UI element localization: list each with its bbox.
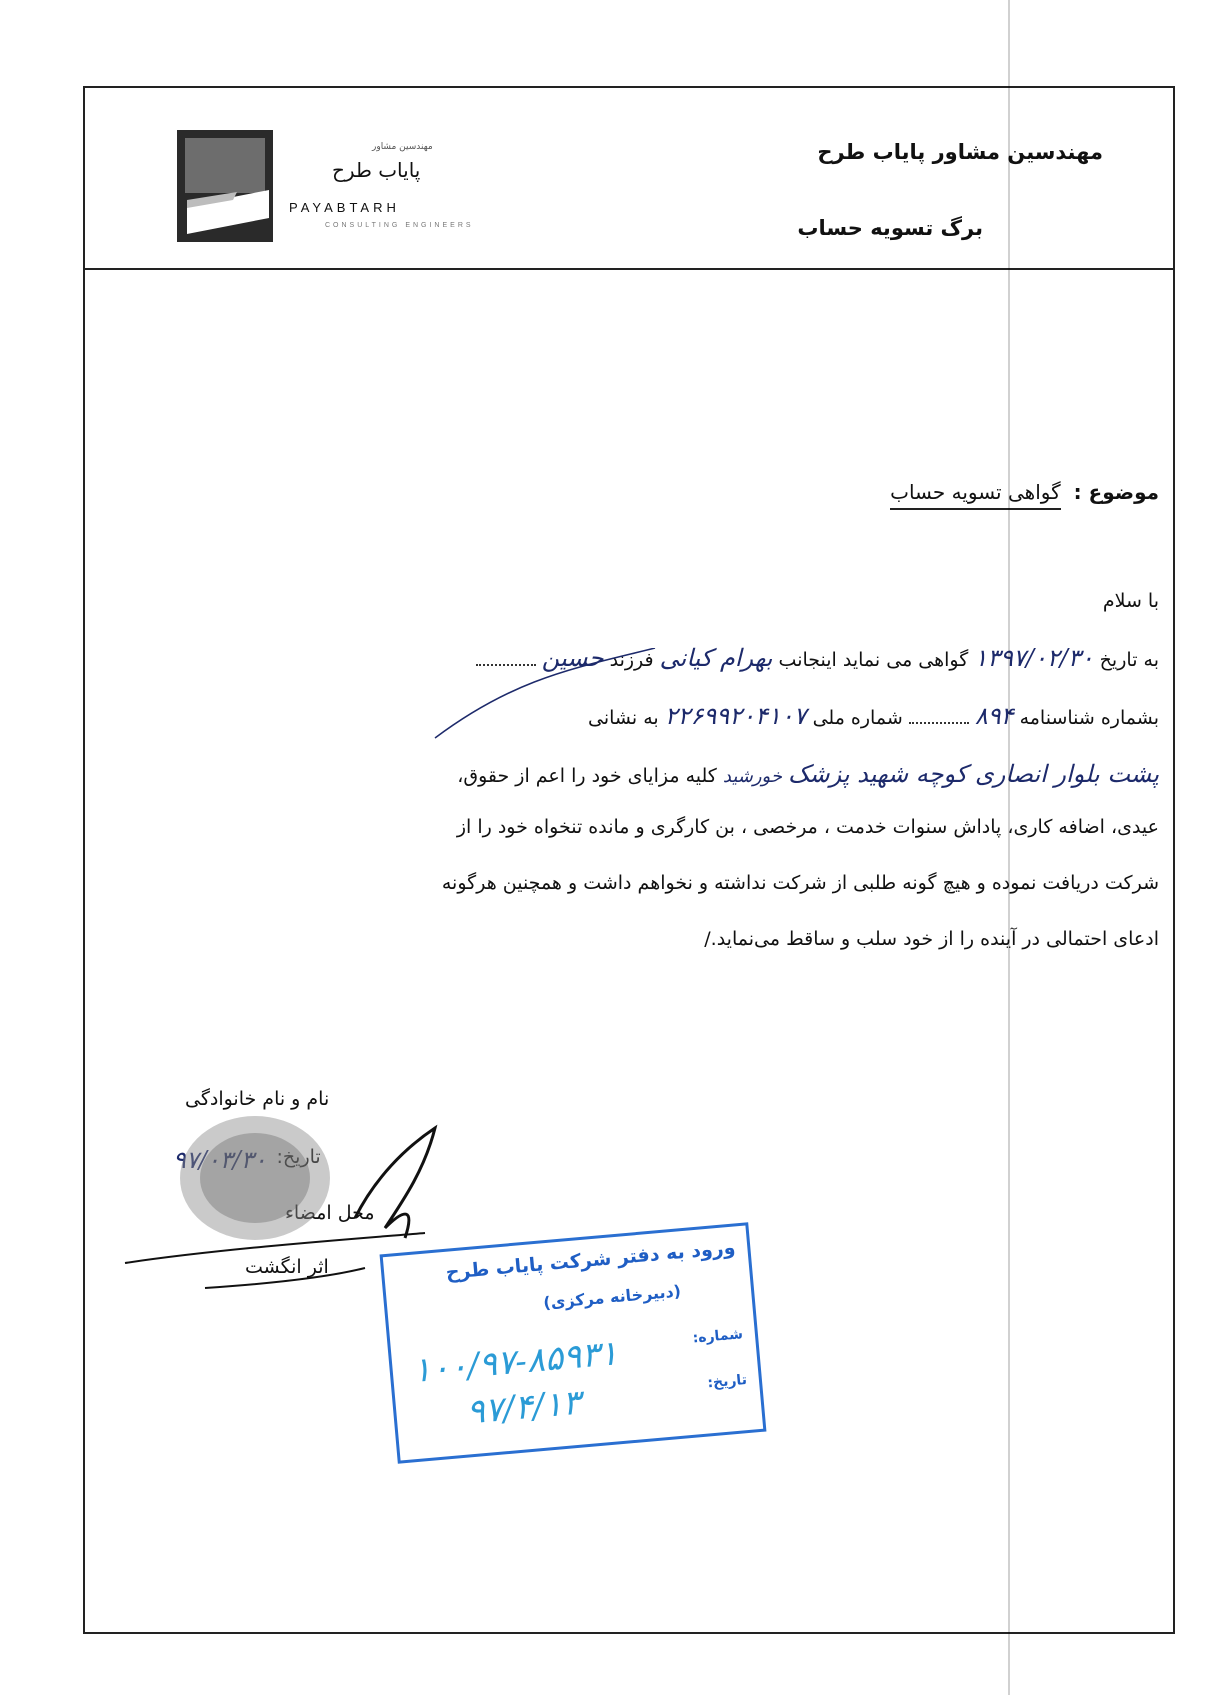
fingerprint-label: اثر انگشت xyxy=(245,1256,329,1278)
body-line-4: عیدی، اضافه کاری، پاداش سنوات خدمت ، مرخصی ، بن کارگری و مانده تنخواه خود را از xyxy=(456,816,1159,838)
handwritten-address-extra: خورشید xyxy=(722,766,782,787)
handwriting-strokes-icon xyxy=(315,648,835,788)
signature-place-label: محل امضاء xyxy=(285,1202,375,1224)
stamp-subtitle: (دبیرخانه مرکزی) xyxy=(542,1281,682,1313)
body-line-3: پشت بلوار انصاری کوچه شهید پزشک خورشید کلیه مزایای خود را اعم از حقوق، xyxy=(457,760,1159,788)
body-line-5: شرکت دریافت نموده و هیچ گونه طلبی از شرکت نداشته و نخواهم داشت و همچنین هرگونه xyxy=(441,872,1159,894)
logo-name-en: PAYABTARH xyxy=(289,200,400,215)
scan-fold-line xyxy=(1008,0,1010,1695)
entry-stamp xyxy=(380,1222,767,1463)
name-label: نام و نام خانوادگی xyxy=(185,1088,330,1110)
subject-value: گواهی تسویه حساب xyxy=(890,480,1061,510)
stamp-date-label: تاریخ: xyxy=(706,1372,748,1392)
date-label: تاریخ: xyxy=(276,1146,321,1168)
handwritten-date: ۱۳۹۷/۰۲/۳۰ xyxy=(974,644,1094,672)
form-title: برگ تسویه حساب xyxy=(797,216,983,240)
handwritten-signature-date: ۹۷/۰۳/۳۰ xyxy=(173,1146,267,1174)
body-line-2: بشماره شناسنامه ۸۹۴ شماره ملی ۲۲۶۹۹۲۰۴۱۰۷ به نشانی xyxy=(588,702,1159,730)
handwritten-name: بهرام کیانی xyxy=(659,644,773,672)
stamp-date-value: ۹۷/۴/۱۳ xyxy=(464,1382,583,1433)
logo-mark-icon xyxy=(177,130,273,242)
handwritten-address: پشت بلوار انصاری کوچه شهید پزشک xyxy=(788,760,1159,788)
handwritten-id-number: ۸۹۴ xyxy=(974,702,1014,730)
stamp-number-label: شماره: xyxy=(692,1326,744,1347)
body-line-1: به تاریخ ۱۳۹۷/۰۲/۳۰ گواهی می نماید اینجانب بهرام کیانی فرزند حسین xyxy=(476,644,1159,672)
company-name: مهندسین مشاور پایاب طرح xyxy=(817,140,1103,164)
subject-label: موضوع : xyxy=(1073,480,1159,504)
logo-subtitle-fa: مهندسین مشاور xyxy=(372,142,433,152)
stamp-title: ورود به دفتر شرکت پایاب طرح xyxy=(444,1236,737,1284)
logo-subtitle-en: CONSULTING ENGINEERS xyxy=(325,222,474,229)
company-logo xyxy=(177,130,477,250)
body-line-6: ادعای احتمالی در آینده را از خود سلب و ساقط می‌نماید./ xyxy=(704,928,1159,950)
greeting: با سلام xyxy=(1102,590,1159,612)
logo-name-fa: پایاب طرح xyxy=(332,158,421,182)
handwritten-national-id: ۲۲۶۹۹۲۰۴۱۰۷ xyxy=(664,702,807,730)
subject-line xyxy=(890,480,1159,504)
stamp-number-value: ۱۰۰/۹۷-۸۵۹۳۱ xyxy=(411,1333,620,1391)
handwritten-father-name: حسین xyxy=(541,644,604,672)
